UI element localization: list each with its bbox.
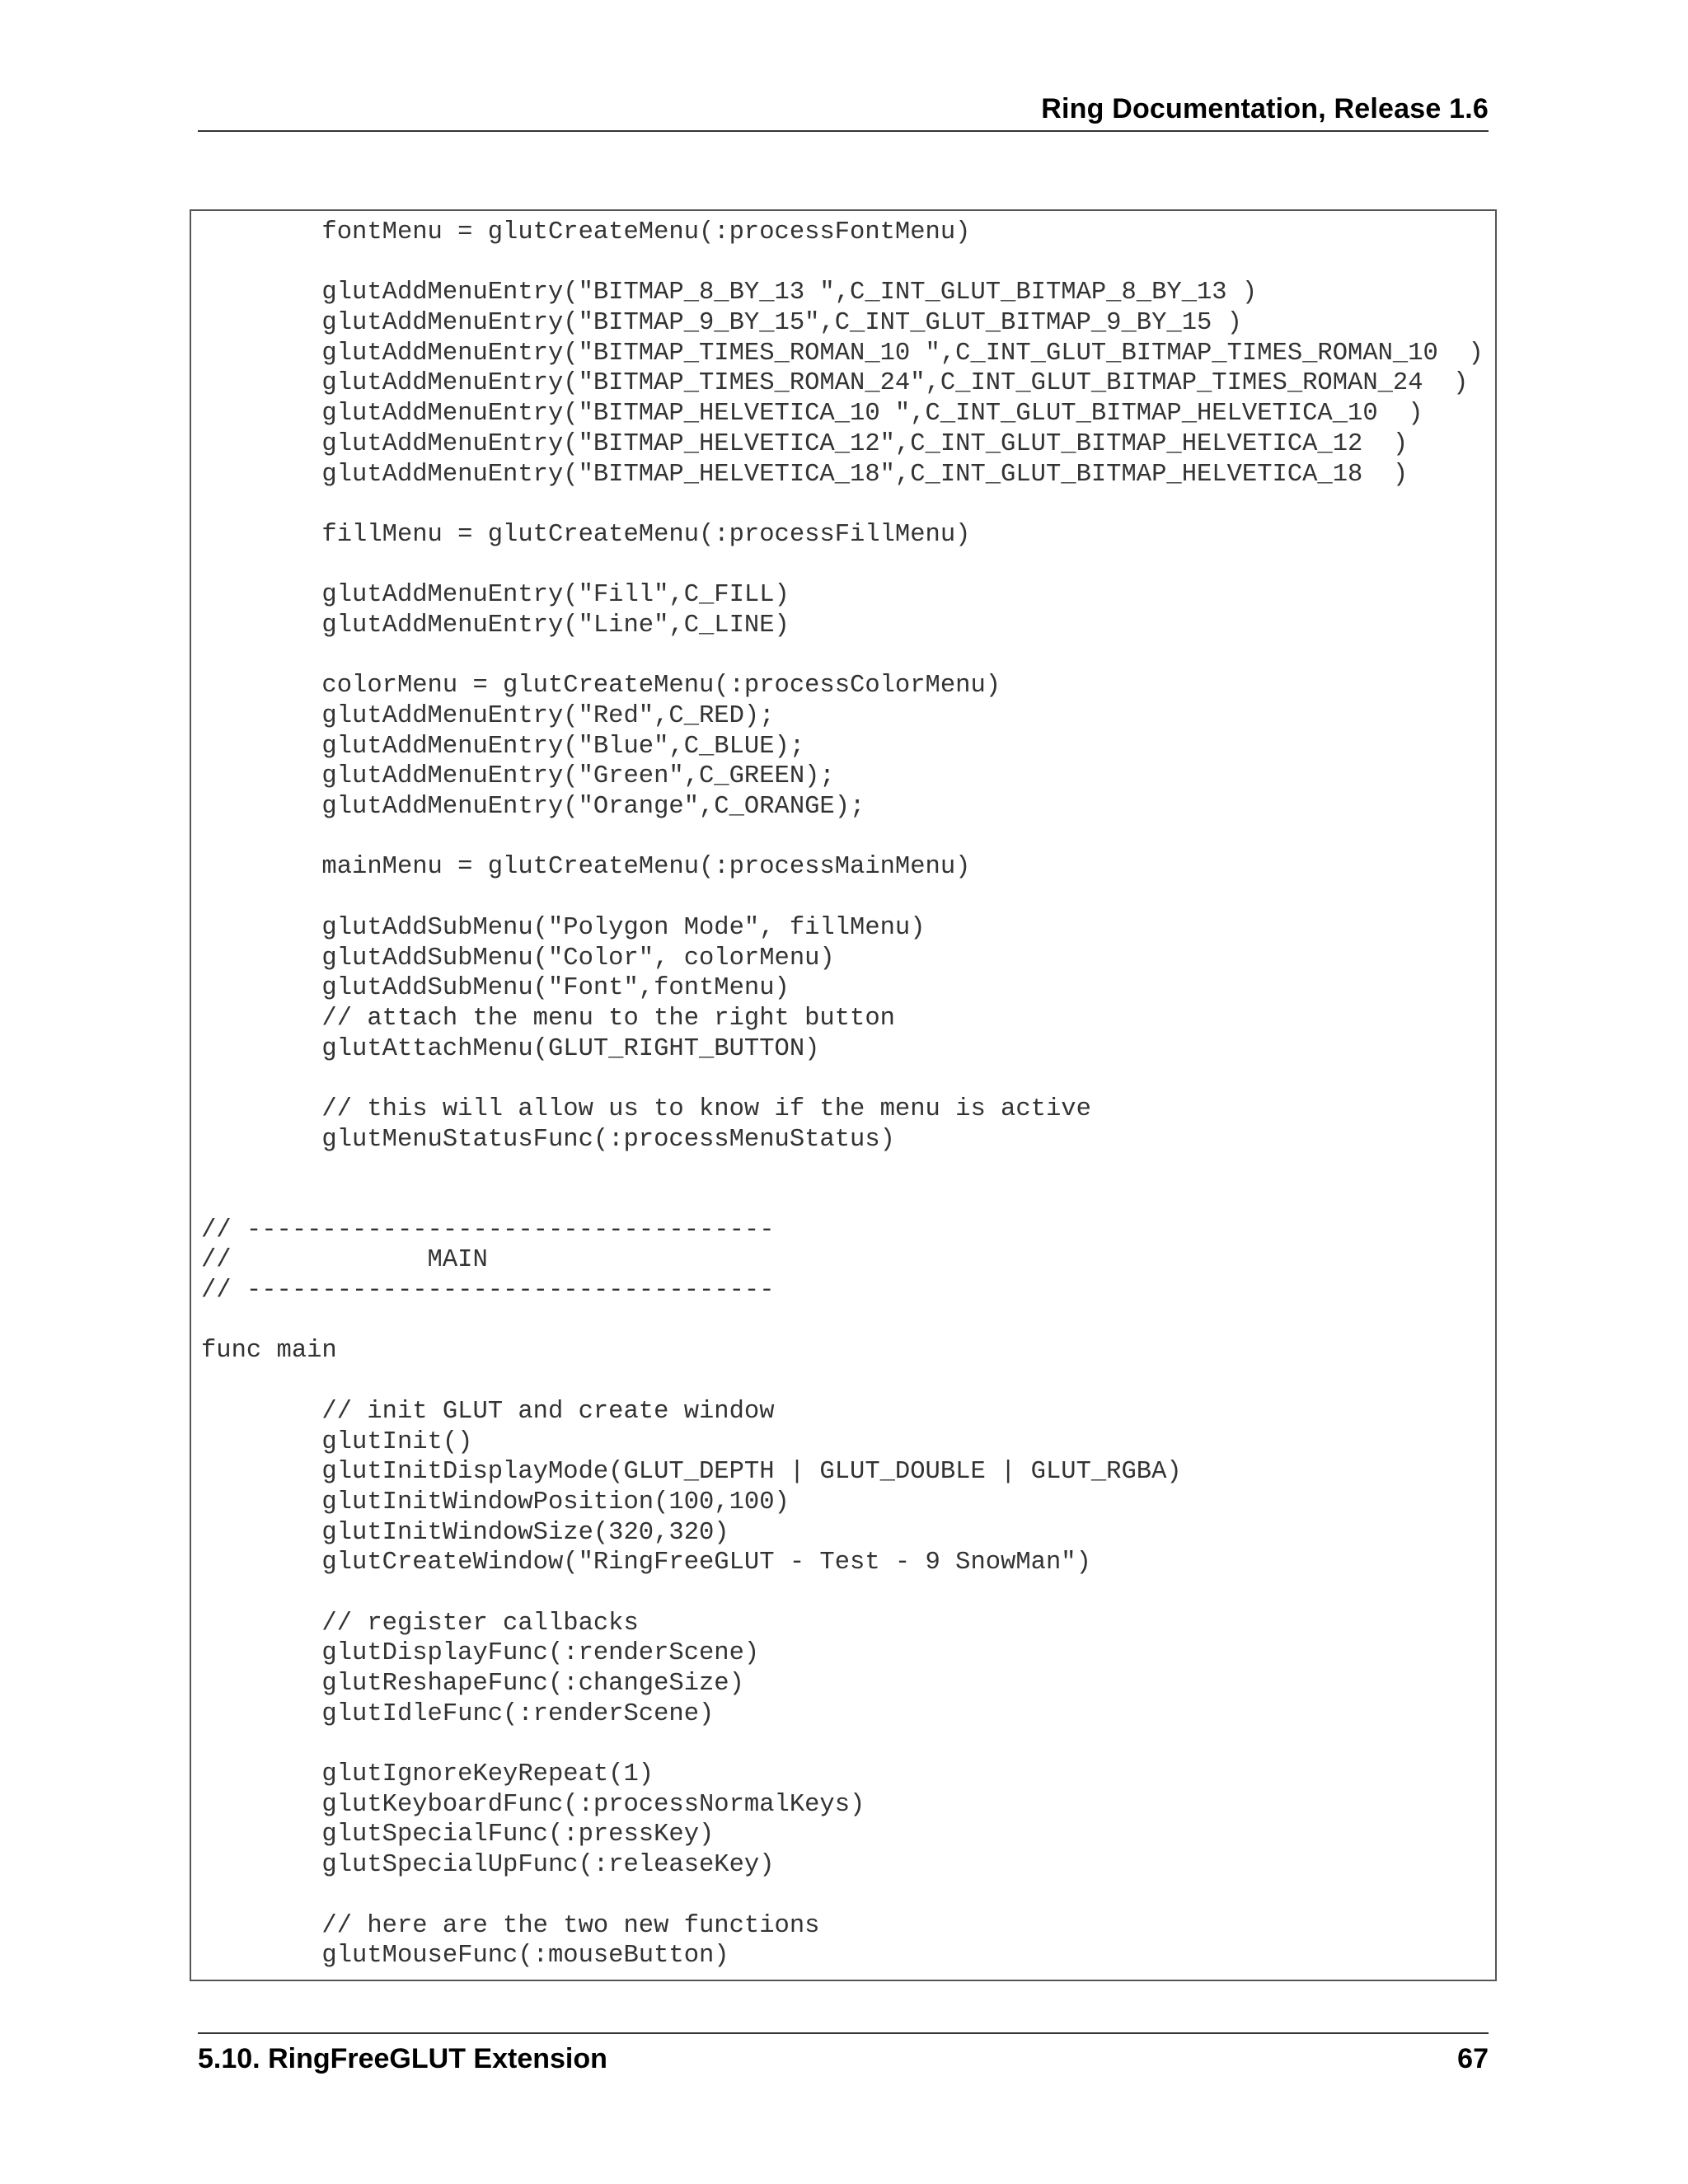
code-line: fillMenu = glutCreateMenu(:processFillMenu) bbox=[201, 520, 971, 549]
code-line: // ----------------------------------- bbox=[201, 1216, 775, 1244]
code-line: // init GLUT and create window bbox=[201, 1397, 775, 1426]
code-line: glutSpecialUpFunc(:releaseKey) bbox=[201, 1851, 775, 1880]
page-header-title: Ring Documentation, Release 1.6 bbox=[1041, 93, 1489, 124]
code-line: glutInit() bbox=[201, 1427, 473, 1456]
code-line bbox=[201, 490, 1484, 520]
code-line: glutMouseFunc(:mouseButton) bbox=[201, 1942, 729, 1971]
code-line: glutAddSubMenu("Polygon Mode", fillMenu) bbox=[201, 913, 926, 942]
code-line: glutAddMenuEntry("BITMAP_8_BY_13 ",C_INT_GLUT_BITMAP_8_BY_13 ) bbox=[201, 279, 1258, 307]
code-lines bbox=[201, 218, 1484, 1971]
code-line: glutCreateWindow("RingFreeGLUT - Test - 9 SnowMan") bbox=[201, 1549, 1091, 1577]
code-line: glutDisplayFunc(:renderScene) bbox=[201, 1639, 760, 1668]
code-line: glutKeyboardFunc(:processNormalKeys) bbox=[201, 1790, 865, 1819]
code-line: glutMenuStatusFunc(:processMenuStatus) bbox=[201, 1125, 895, 1154]
code-line: glutAddMenuEntry("Red",C_RED); bbox=[201, 702, 775, 730]
code-line bbox=[201, 1366, 1484, 1397]
code-line: glutInitWindowSize(320,320) bbox=[201, 1518, 729, 1547]
code-line bbox=[201, 1729, 1484, 1760]
code-line: colorMenu = glutCreateMenu(:processColorMenu) bbox=[201, 672, 1001, 701]
code-line: func main bbox=[201, 1337, 337, 1366]
code-line: // register callbacks bbox=[201, 1609, 639, 1638]
code-line: // ----------------------------------- bbox=[201, 1277, 775, 1305]
code-line: glutAddMenuEntry("Green",C_GREEN); bbox=[201, 762, 835, 791]
code-line bbox=[201, 1155, 1484, 1185]
code-line bbox=[201, 1578, 1484, 1609]
code-line: glutAddMenuEntry("Line",C_LINE) bbox=[201, 611, 790, 640]
code-line: glutAddMenuEntry("BITMAP_9_BY_15",C_INT_GLUT_BITMAP_9_BY_15 ) bbox=[201, 309, 1242, 338]
code-line bbox=[201, 551, 1484, 581]
code-line: glutAddSubMenu("Color", colorMenu) bbox=[201, 944, 835, 972]
code-line: glutAddSubMenu("Font",fontMenu) bbox=[201, 974, 790, 1003]
code-line bbox=[201, 883, 1484, 913]
code-line: glutAttachMenu(GLUT_RIGHT_BUTTON) bbox=[201, 1034, 820, 1063]
code-line: glutAddMenuEntry("BITMAP_TIMES_ROMAN_10 ",C_INT_GLUT_BITMAP_TIMES_ROMAN_10 ) bbox=[201, 339, 1484, 368]
code-line: glutAddMenuEntry("BITMAP_HELVETICA_18",C_INT_GLUT_BITMAP_HELVETICA_18 ) bbox=[201, 460, 1409, 489]
code-line bbox=[201, 823, 1484, 853]
code-line: glutAddMenuEntry("Blue",C_BLUE); bbox=[201, 732, 805, 761]
code-line: // attach the menu to the right button bbox=[201, 1004, 895, 1033]
code-block bbox=[190, 209, 1497, 1981]
page-number: 67 bbox=[1457, 2043, 1489, 2074]
code-line: fontMenu = glutCreateMenu(:processFontMenu) bbox=[201, 218, 971, 246]
code-line: glutIgnoreKeyRepeat(1) bbox=[201, 1760, 654, 1789]
code-line: // here are the two new functions bbox=[201, 1911, 820, 1940]
code-line: glutReshapeFunc(:changeSize) bbox=[201, 1670, 744, 1698]
code-line bbox=[201, 1185, 1484, 1216]
code-line: // this will allow us to know if the menu is active bbox=[201, 1094, 1091, 1123]
code-line: glutAddMenuEntry("BITMAP_TIMES_ROMAN_24",C_INT_GLUT_BITMAP_TIMES_ROMAN_24 ) bbox=[201, 369, 1469, 398]
code-line bbox=[201, 1306, 1484, 1337]
code-line: glutInitWindowPosition(100,100) bbox=[201, 1488, 790, 1516]
code-line: glutAddMenuEntry("Orange",C_ORANGE); bbox=[201, 793, 865, 822]
code-line bbox=[201, 1881, 1484, 1911]
code-line: glutAddMenuEntry("BITMAP_HELVETICA_12",C_INT_GLUT_BITMAP_HELVETICA_12 ) bbox=[201, 429, 1409, 458]
code-line: glutIdleFunc(:renderScene) bbox=[201, 1699, 715, 1728]
code-line bbox=[201, 1064, 1484, 1094]
code-line: // MAIN bbox=[201, 1246, 488, 1275]
header-divider bbox=[198, 130, 1489, 132]
footer-section-title: 5.10. RingFreeGLUT Extension bbox=[198, 2043, 607, 2074]
code-line: glutInitDisplayMode(GLUT_DEPTH | GLUT_DOUBLE | GLUT_RGBA) bbox=[201, 1458, 1182, 1487]
code-line bbox=[201, 248, 1484, 279]
footer-divider bbox=[198, 2032, 1489, 2034]
code-line: glutAddMenuEntry("Fill",C_FILL) bbox=[201, 581, 790, 610]
code-line bbox=[201, 641, 1484, 672]
code-line: glutAddMenuEntry("BITMAP_HELVETICA_10 ",C_INT_GLUT_BITMAP_HELVETICA_10 ) bbox=[201, 400, 1423, 429]
code-line: glutSpecialFunc(:pressKey) bbox=[201, 1821, 715, 1849]
code-line: mainMenu = glutCreateMenu(:processMainMenu) bbox=[201, 853, 971, 882]
